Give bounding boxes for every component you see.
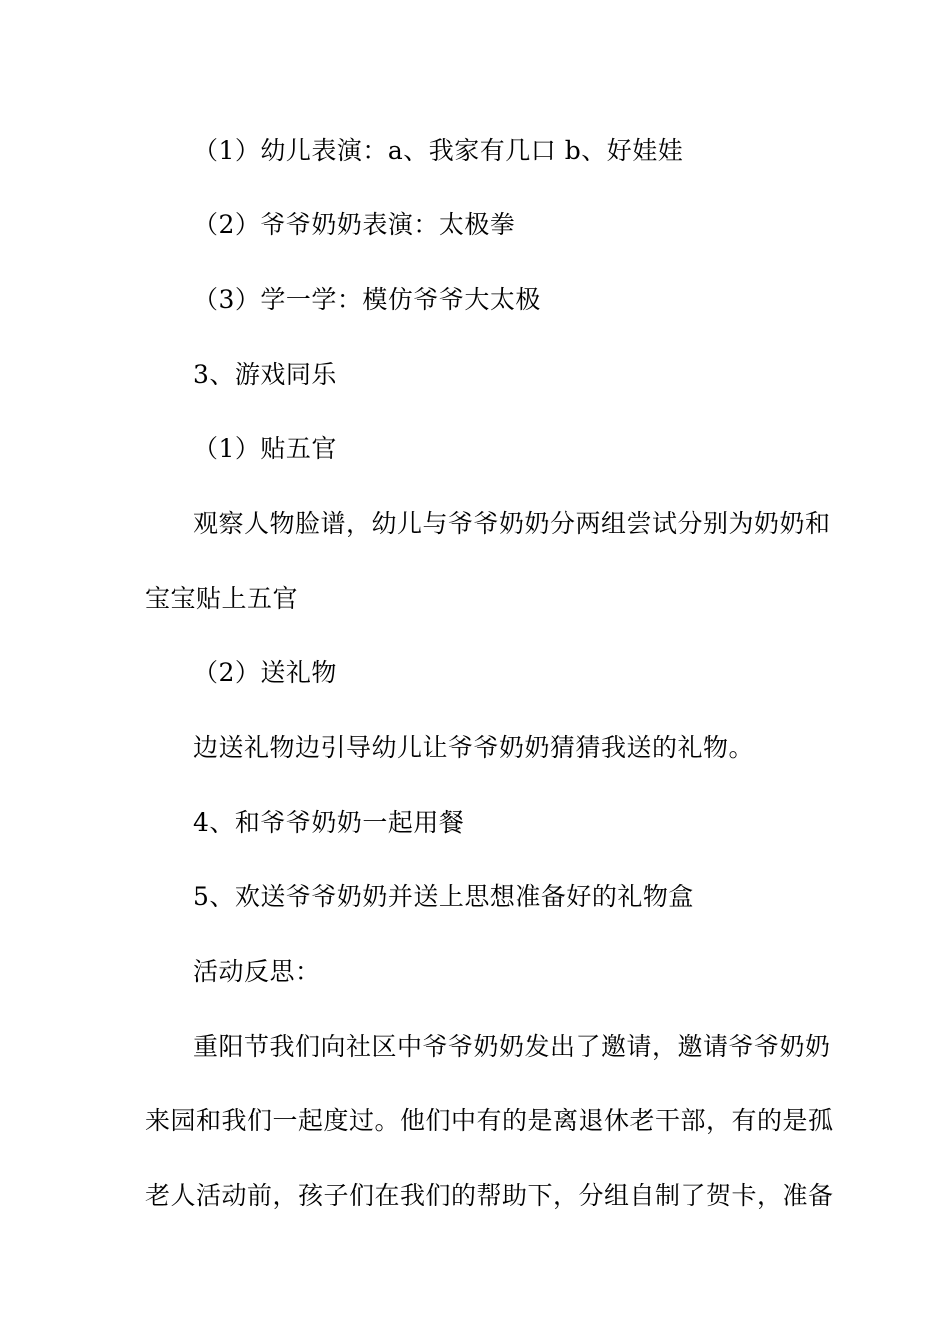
paragraph-line-9: 边送礼物边引导幼儿让爷爷奶奶猜猜我送的礼物。 (193, 733, 755, 762)
section-heading-3: 3、游戏同乐 (193, 360, 337, 389)
paragraph-line-7: 宝宝贴上五官 (145, 584, 299, 613)
text-line-1: （1）幼儿表演：a、我家有几口 b、好娃娃 (193, 136, 684, 165)
paragraph-line-14: 来园和我们一起度过。他们中有的是离退休老干部，有的是孤 (145, 1106, 834, 1135)
text-line-3: （3）学一学：模仿爷爷大太极 (193, 285, 541, 314)
paragraph-line-15: 老人活动前，孩子们在我们的帮助下，分组自制了贺卡，准备 (145, 1181, 834, 1210)
reflection-heading: 活动反思： (193, 957, 321, 986)
section-heading-4: 4、和爷爷奶奶一起用餐 (193, 808, 465, 837)
text-line-5: （1）贴五官 (193, 434, 337, 463)
paragraph-line-6: 观察人物脸谱，幼儿与爷爷奶奶分两组尝试分别为奶奶和 (193, 509, 831, 538)
text-line-2: （2）爷爷奶奶表演：太极拳 (193, 210, 516, 239)
text-line-8: （2）送礼物 (193, 658, 337, 687)
paragraph-line-13: 重阳节我们向社区中爷爷奶奶发出了邀请，邀请爷爷奶奶 (193, 1032, 831, 1061)
section-heading-5: 5、欢送爷爷奶奶并送上思想准备好的礼物盒 (193, 882, 694, 911)
